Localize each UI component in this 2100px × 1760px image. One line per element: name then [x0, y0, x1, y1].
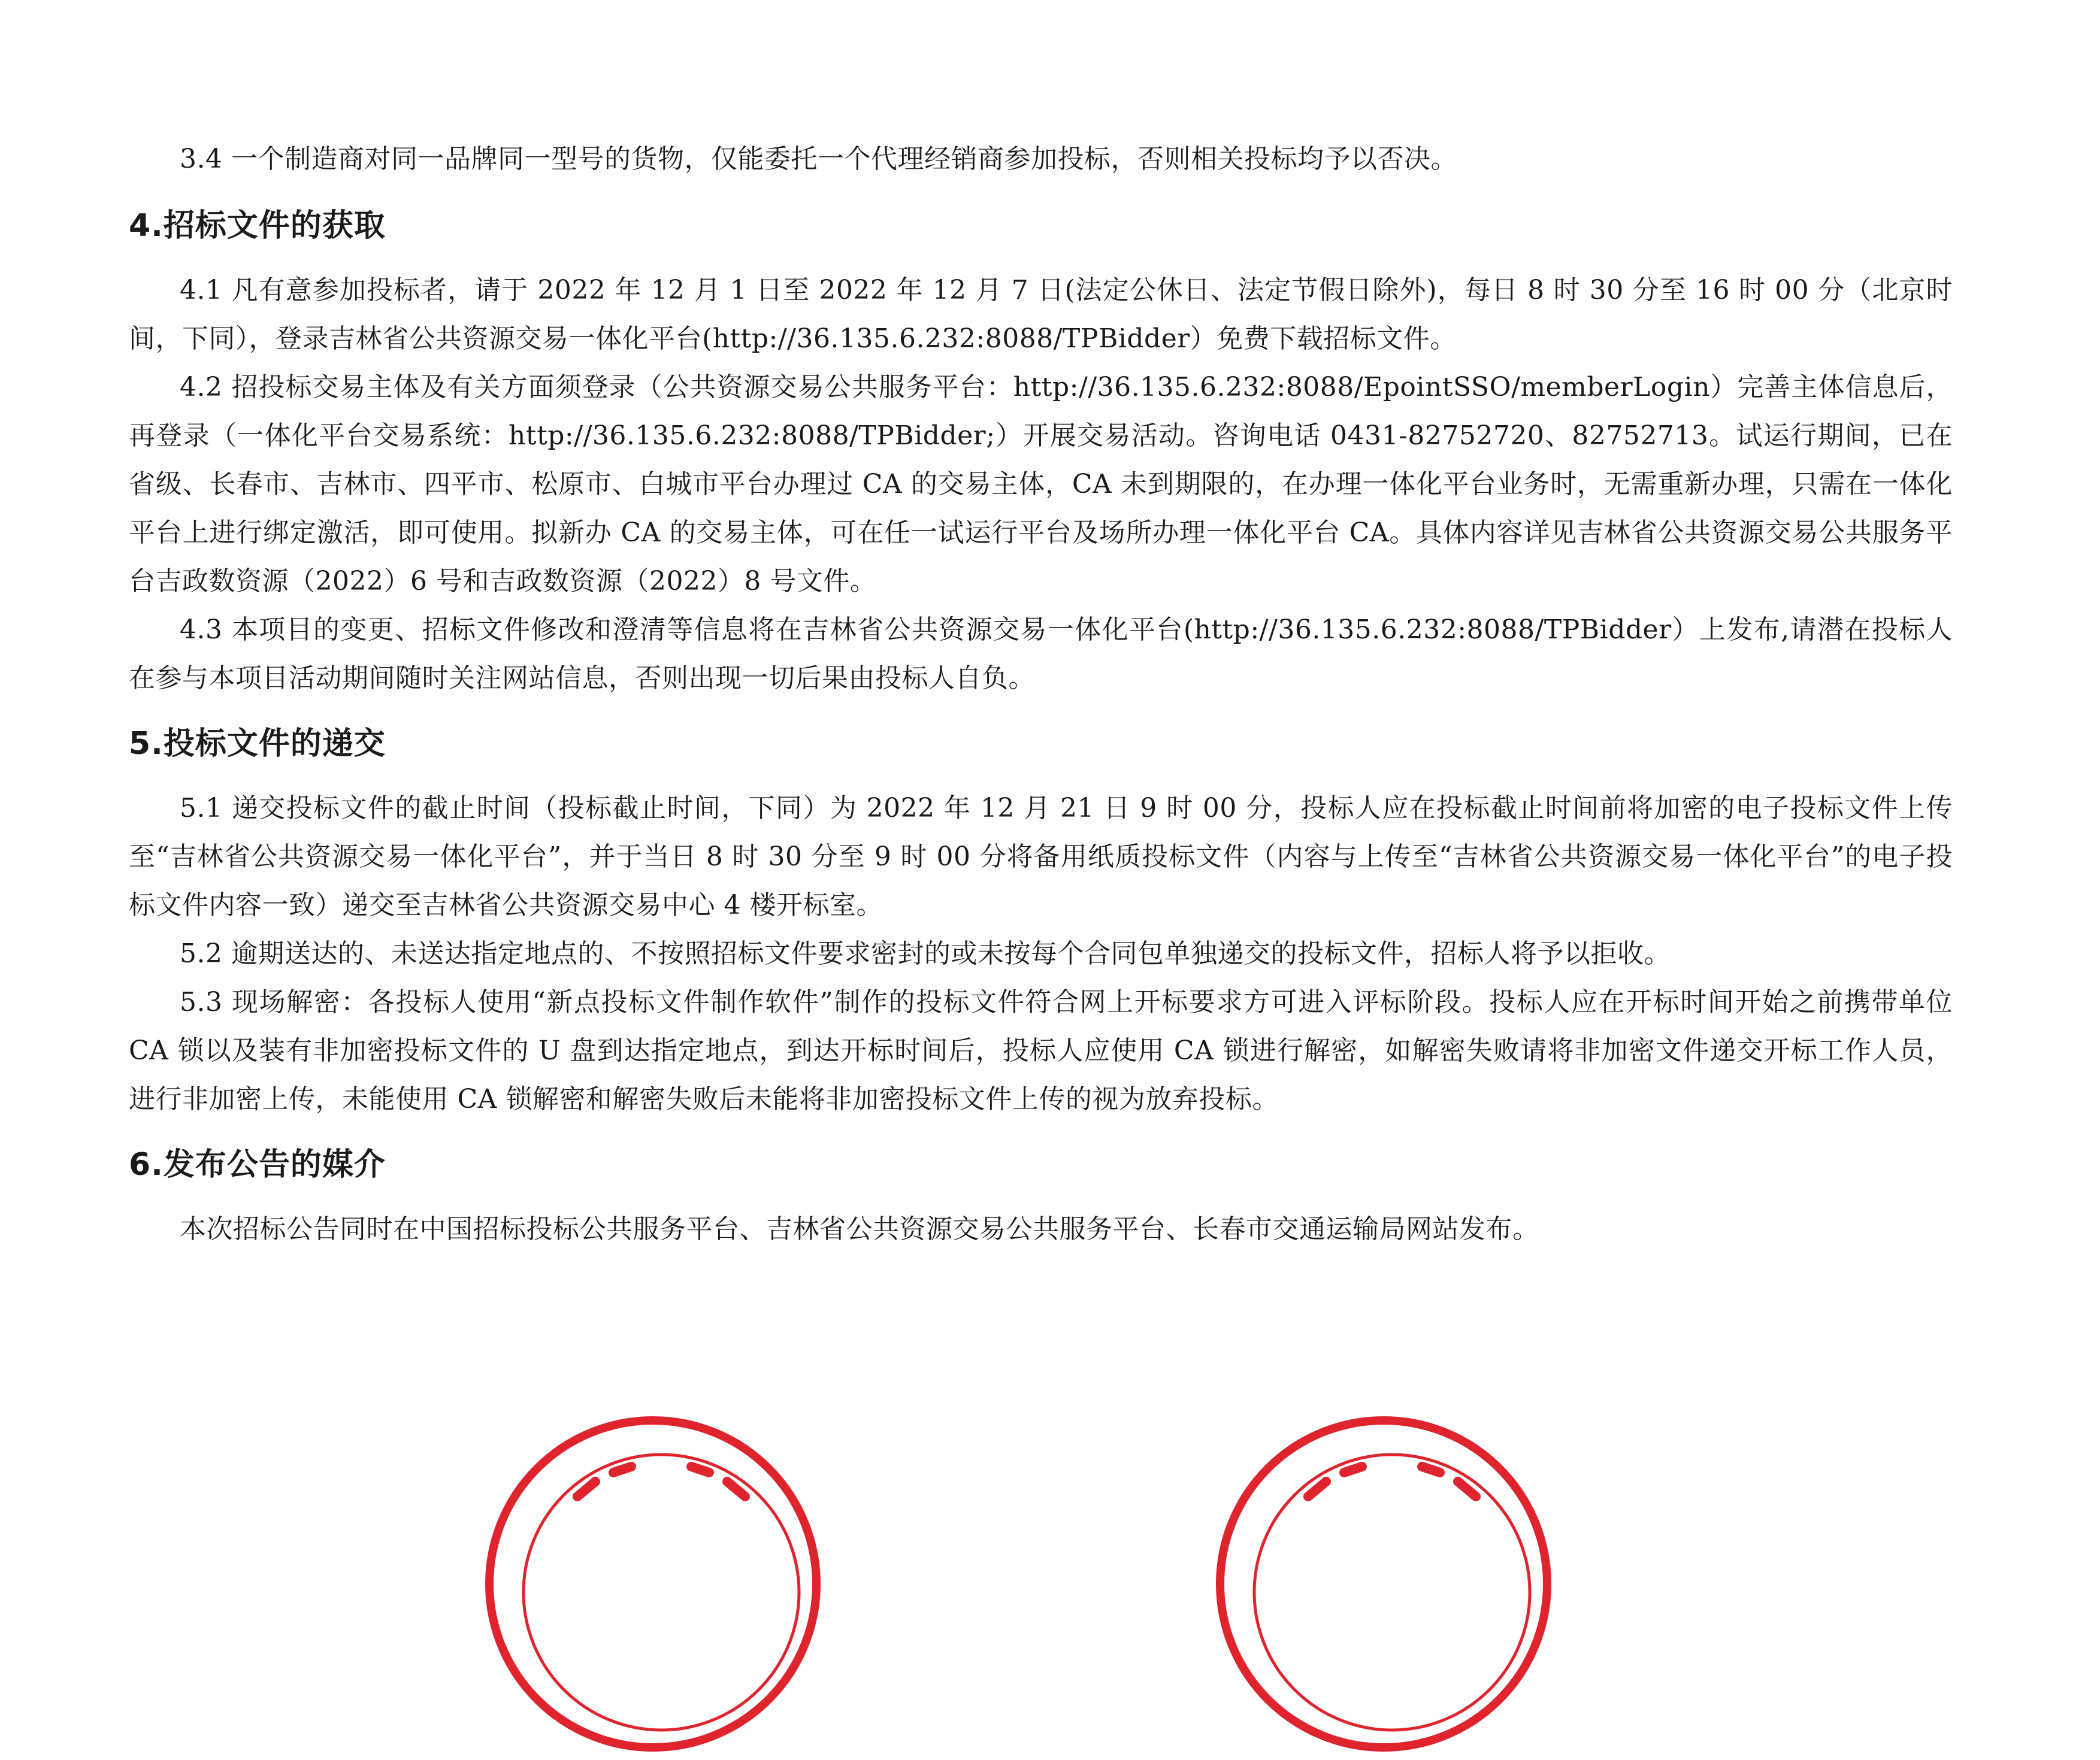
section-6-heading: 6.发布公告的媒介 — [129, 1147, 386, 1183]
section-4-heading: 4.招标文件的获取 — [129, 208, 386, 244]
official-seal-right — [1216, 1416, 1551, 1752]
clause-5-3: 5.3 现场解密：各投标人使用“新点投标文件制作软件”制作的投标文件符合网上开标要求方可进入评标阶段。投标人应在开标时间开始之前携带单位 CA 锁以及装有非加密投标文件的 U 盘到达指定地点，到达开标时间后，投标人应使用 CA 锁进行解密，如解密失败请将非加密文件递交开标工作人员，进行非加密上传，未能使用 CA 锁解密和解密失败后未能将非加密投标文件上传的视为放弃投标。 — [129, 987, 1953, 1114]
official-seal-left — [485, 1416, 821, 1752]
clause-4-3: 4.3 本项目的变更、招标文件修改和澄清等信息将在吉林省公共资源交易一体化平台(http://36.135.6.232:8088/TPBidder）上发布,请潜在投标人在参与本项目活动期间随时关注网站信息，否则出现一切后果由投标人自负。 — [129, 614, 1953, 693]
clause-5-2: 5.2 逾期送达的、未送达指定地点的、不按照招标文件要求密封的或未按每个合同包单独递交的投标文件，招标人将予以拒收。 — [180, 938, 1671, 969]
clause-4-1: 4.1 凡有意参加投标者，请于 2022 年 12 月 1 日至 2022 年 12 月 7 日(法定公休日、法定节假日除外)，每日 8 时 30 分至 16 时 00 分（北京时间，下同），登录吉林省公共资源交易一体化平台(http://36.135.6.232:8088/TPBidder）免费下载招标文件。 — [129, 275, 1953, 354]
clause-5-1: 5.1 递交投标文件的截止时间（投标截止时间，下同）为 2022 年 12 月 21 日 9 时 00 分，投标人应在投标截止时间前将加密的电子投标文件上传至“吉林省公共资源交易一体化平台”，并于当日 8 时 30 分至 9 时 00 分将备用纸质投标文件（内容与上传至“吉林省公共资源交易一体化平台”的电子投标文件内容一致）递交至吉林省公共资源交易中心 4 楼开标室。 — [129, 793, 1953, 920]
clause-3-4: 3.4 一个制造商对同一品牌同一型号的货物，仅能委托一个代理经销商参加投标，否则相关投标均予以否决。 — [180, 144, 1457, 174]
seal-stamp-icon — [494, 1425, 829, 1760]
document-body — [129, 135, 1953, 1253]
clause-4-2: 4.2 招投标交易主体及有关方面须登录（公共资源交易公共服务平台：http://36.135.6.232:8088/EpointSSO/memberLogin）完善主体信息后，再登录（一体化平台交易系统：http://36.135.6.232:8088/TPBidder;）开展交易活动。咨询电话 0431-82752720、82752713。试运行期间，已在省级、长春市、吉林市、四平市、松原市、白城市平台办理过 CA 的交易主体，CA 未到期限的，在办理一体化平台业务时，无需重新办理，只需在一体化平台上进行绑定激活，即可使用。拟新办 CA 的交易主体，可在任一试运行平台及场所办理一体化平台 CA。具体内容详见吉林省公共资源交易公共服务平台吉政数资源（2022）6 号和吉政数资源（2022）8 号文件。 — [129, 372, 1953, 596]
seal-stamp-icon — [1224, 1425, 1560, 1760]
clause-6: 本次招标公告同时在中国招标投标公共服务平台、吉林省公共资源交易公共服务平台、长春市交通运输局网站发布。 — [180, 1214, 1539, 1244]
section-5-heading: 5.投标文件的递交 — [129, 726, 386, 762]
